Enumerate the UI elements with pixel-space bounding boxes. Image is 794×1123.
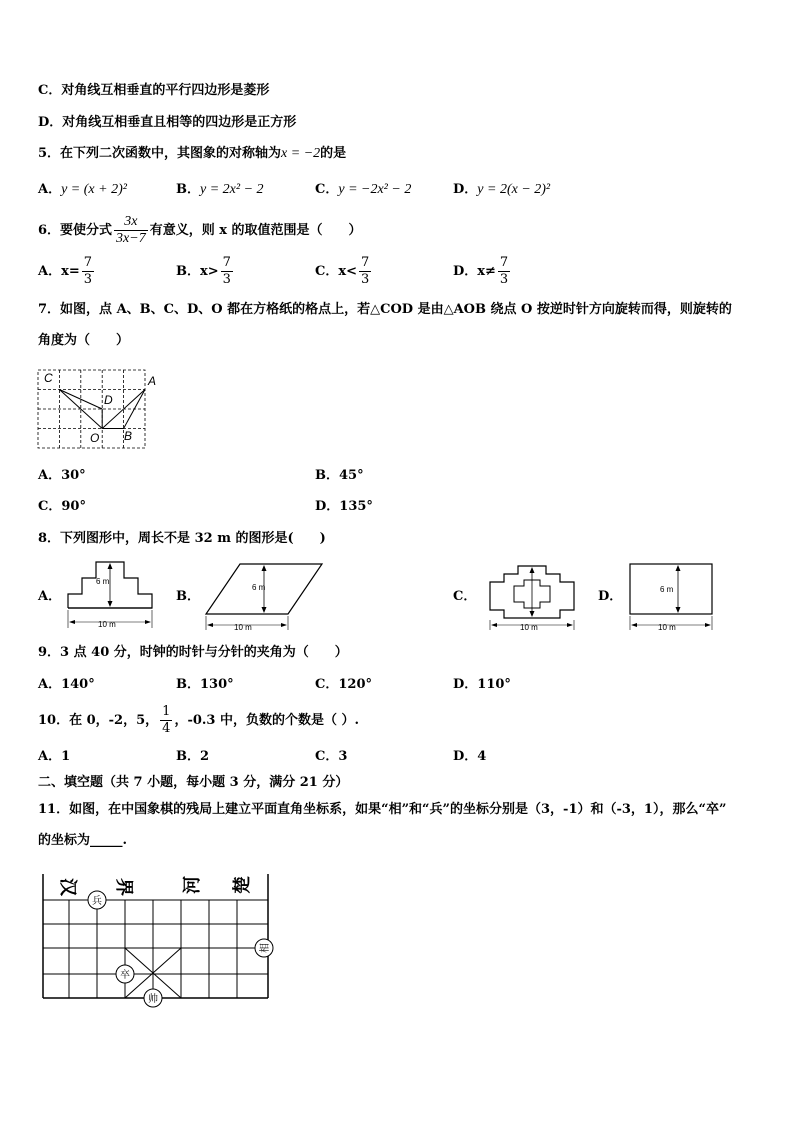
q9-option-a: A．140° — [38, 677, 95, 692]
q7-label-c: C — [44, 371, 53, 385]
q11-stem-line1: 11．如图，在中国象棋的残局上建立平面直角坐标系，如果“相”和“兵”的坐标分别是（3，-1）和（-3，1），那么“卒” — [38, 802, 727, 817]
svg-text:6 m: 6 m — [252, 583, 266, 592]
q8-figure-d — [624, 558, 724, 634]
q7-option-b: B．45° — [315, 468, 364, 483]
q5-option-c: C．y = −2x² − 2 — [315, 182, 412, 197]
q8-option-a-label: A． — [38, 589, 62, 604]
q4-option-c: C．对角线互相垂直的平行四边形是菱形 — [38, 83, 270, 98]
q10-fraction: $\frac{1}{4}$ — [162, 704, 171, 736]
q7-label-b: B — [124, 429, 133, 443]
q8-option-b-label: B． — [176, 589, 200, 604]
q9-stem: 9．3 点 40 分，时钟的时针与分针的夹角为（ ） — [38, 645, 348, 660]
q9-option-d: D．110° — [453, 677, 511, 692]
board-label-chu: 楚 — [232, 876, 252, 894]
board-label-han: 汉 — [58, 878, 78, 896]
svg-text:帅: 帅 — [148, 994, 158, 1005]
svg-text:6 m: 6 m — [660, 585, 674, 594]
q5-option-a: A．y = (x + 2)² — [38, 182, 127, 197]
svg-text:10 m: 10 m — [98, 620, 116, 629]
q8-figure-b — [200, 558, 330, 634]
q7-label-a: A — [148, 374, 157, 388]
q8-option-c-label: C． — [453, 589, 477, 604]
svg-text:10 m: 10 m — [234, 623, 252, 632]
q10-stem: 10．在 0，-2，5， $\frac{1}{4}$ ，-0.3 中，负数的个数是（ ）. — [38, 704, 360, 736]
q7-grid-figure — [30, 362, 170, 454]
q6-option-d: D．x≠ $\frac{7}{3}$ — [453, 255, 509, 287]
q7-option-d: D．135° — [315, 499, 373, 514]
board-label-jie: 界 — [114, 878, 134, 896]
svg-text:10 m: 10 m — [658, 623, 676, 632]
q6-stem: 6．要使分式 $\frac{3x}{3x-7}$ 有意义，则 x 的取值范围是（ ） — [38, 214, 362, 246]
q10-option-c: C．3 — [315, 749, 348, 764]
svg-text:相: 相 — [260, 943, 271, 953]
section-fill-in-heading: 二、填空题（共 7 小题，每小题 3 分，满分 21 分） — [38, 775, 349, 790]
svg-text:兵: 兵 — [92, 896, 102, 907]
board-label-he: 河 — [182, 876, 202, 894]
svg-text:6 m: 6 m — [96, 577, 110, 586]
svg-text:10 m: 10 m — [520, 623, 538, 632]
q8-stem: 8．下列图形中，周长不是 32 m 的图形是( ) — [38, 531, 326, 546]
q6-option-c: C．x< $\frac{7}{3}$ — [315, 255, 370, 287]
q11-stem-line2: 的坐标为_____. — [38, 833, 128, 848]
q7-option-a: A．30° — [38, 468, 86, 483]
q4-option-d: D．对角线互相垂直且相等的四边形是正方形 — [38, 115, 297, 130]
q6-fraction: $\frac{3x}{3x-7}$ — [116, 214, 146, 246]
q5-stem-text: 5．在下列二次函数中，其图象的对称轴为 — [38, 146, 282, 161]
q7-label-d: D — [104, 393, 113, 407]
q5-stem-text-end: 的是 — [320, 146, 347, 161]
svg-text:卒: 卒 — [120, 970, 130, 981]
q5-stem — [38, 145, 346, 163]
q9-option-c: C．120° — [315, 677, 372, 692]
q10-option-d: D．4 — [453, 749, 487, 764]
q9-option-b: B．130° — [176, 677, 234, 692]
q8-figure-a — [62, 558, 162, 634]
q7-stem-line2: 角度为（ ） — [38, 333, 130, 348]
q5-option-d: D．y = 2(x − 2)² — [453, 182, 551, 197]
q7-stem-line1: 7．如图，点 A、B、C、D、O 都在方格纸的格点上，若△COD 是由△AOB 绕点 O 按逆时针方向旋转而得，则旋转的 — [38, 302, 732, 317]
q8-figure-c — [484, 558, 584, 634]
q5-option-b: B．y = 2x² − 2 — [176, 182, 264, 197]
q10-option-b: B．2 — [176, 749, 210, 764]
q10-option-a: A．1 — [38, 749, 71, 764]
q8-option-d-label: D． — [598, 589, 623, 604]
q11-chess-board-figure — [38, 866, 278, 1012]
q6-option-b: B．x> $\frac{7}{3}$ — [176, 255, 231, 287]
q7-label-o: O — [90, 431, 100, 445]
q6-option-a: A．x= $\frac{7}{3}$ — [38, 255, 93, 287]
q7-option-c: C．90° — [38, 499, 86, 514]
q5-stem-math: x = −2 — [281, 146, 321, 161]
